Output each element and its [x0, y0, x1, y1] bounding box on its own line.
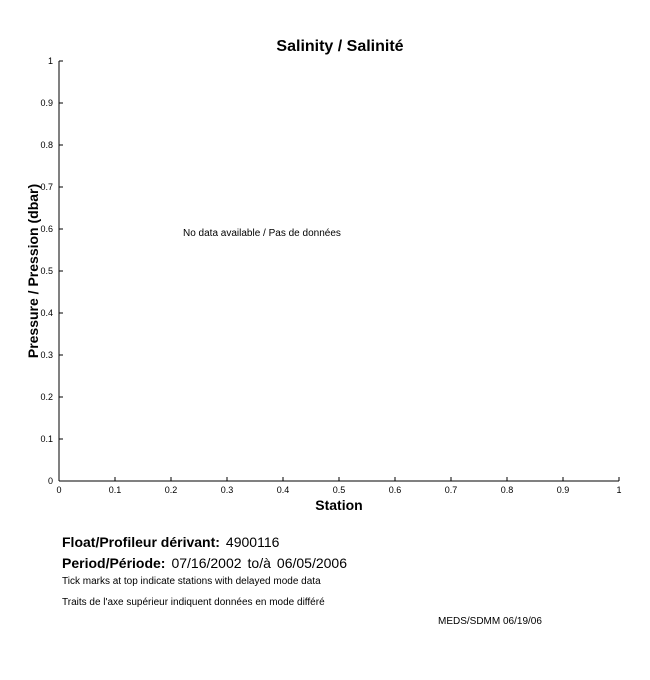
x-tick-label: 0.3	[220, 485, 234, 495]
plot-axes	[59, 61, 619, 481]
period-line	[62, 555, 347, 571]
y-tick-label: 0.6	[40, 224, 53, 234]
float-label: Float/Profileur dérivant:	[62, 534, 220, 550]
period-end: 06/05/2006	[276, 555, 347, 571]
x-tick-label: 0.7	[444, 485, 458, 495]
x-tick-label: 0.1	[108, 485, 122, 495]
y-tick-label: 0.2	[40, 392, 53, 402]
x-tick-label: 0.6	[388, 485, 402, 495]
no-data-annotation: No data available / Pas de données	[183, 228, 341, 239]
x-tick-label: 0.5	[332, 485, 346, 495]
y-ticks	[40, 56, 63, 486]
x-ticks	[56, 477, 621, 495]
x-tick-label: 0.8	[500, 485, 514, 495]
x-axis-label: Station	[315, 497, 363, 513]
credit-line: MEDS/SDMM 06/19/06	[438, 616, 542, 627]
x-tick-label: 0.4	[276, 485, 290, 495]
y-tick-label: 0.9	[40, 98, 53, 108]
y-tick-label: 0.4	[40, 308, 53, 318]
delayed-mode-note-fr: Traits de l'axe supérieur indiquent données en mode différé	[62, 597, 325, 608]
period-to: to/à	[247, 555, 271, 571]
period-label: Period/Période:	[62, 555, 166, 571]
chart-title: Salinity / Salinité	[276, 38, 404, 55]
x-tick-label: 0.2	[164, 485, 178, 495]
x-tick-label: 0	[56, 485, 62, 495]
y-tick-label: 0.7	[40, 182, 53, 192]
period-start: 07/16/2002	[171, 555, 242, 571]
x-tick-label: 1	[616, 485, 622, 495]
float-id: 4900116	[225, 534, 280, 550]
y-tick-label: 1	[47, 56, 53, 66]
y-axis-label: Pressure / Pression (dbar)	[25, 183, 41, 359]
float-id-line	[62, 534, 279, 550]
y-tick-label: 0	[47, 476, 53, 486]
y-tick-label: 0.8	[40, 140, 53, 150]
y-tick-label: 0.1	[40, 434, 53, 444]
delayed-mode-note-en: Tick marks at top indicate stations with delayed mode data	[62, 576, 321, 587]
y-tick-label: 0.3	[40, 350, 53, 360]
y-tick-label: 0.5	[40, 266, 53, 276]
x-tick-label: 0.9	[556, 485, 570, 495]
